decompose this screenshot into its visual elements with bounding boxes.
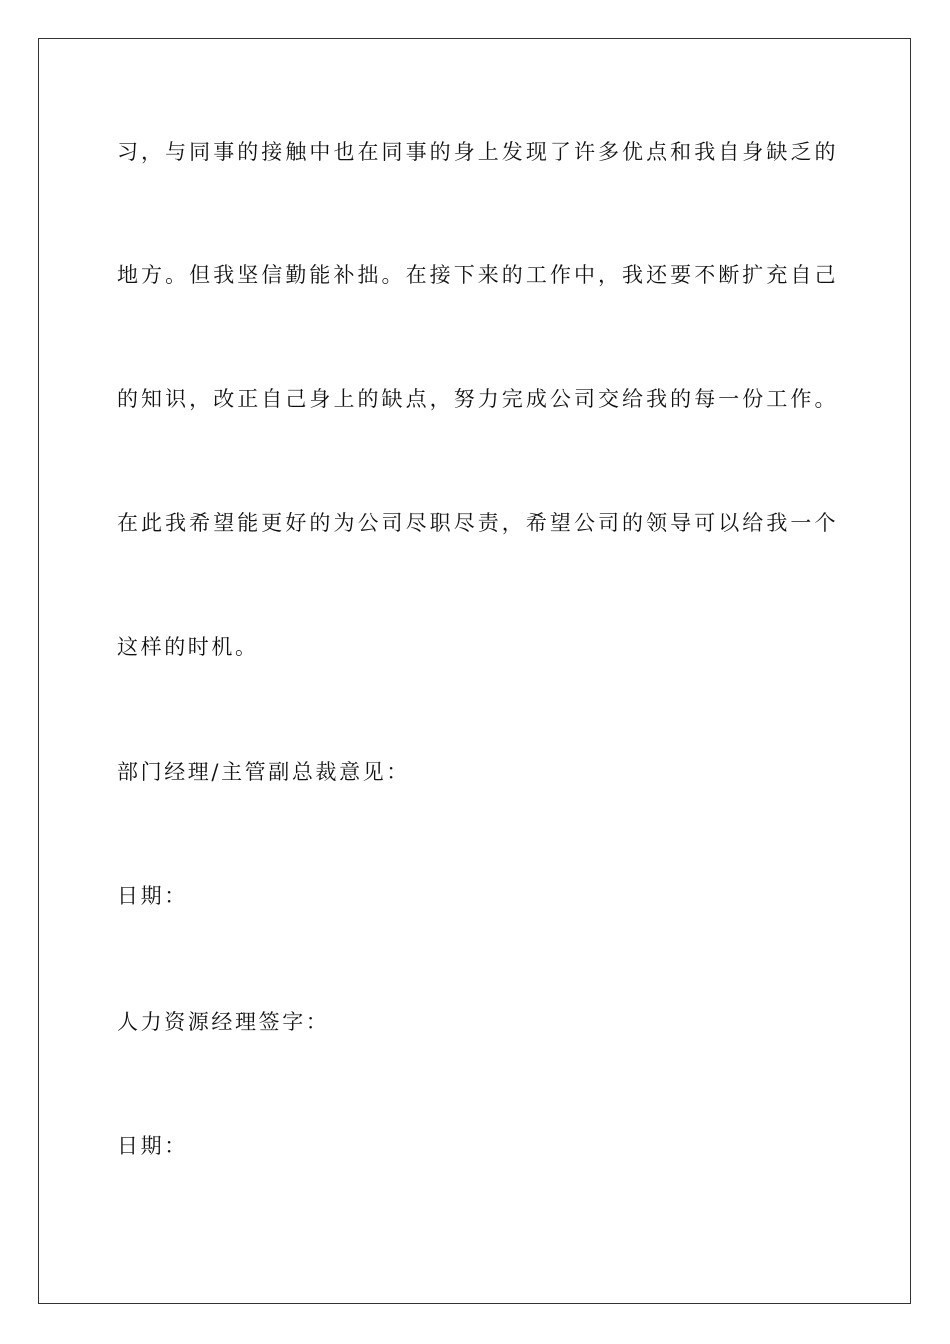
page-frame	[38, 38, 911, 1304]
body-line-5: 这样的时机。	[117, 635, 259, 659]
manager-opinion-label: 部门经理/主管副总裁意见：	[117, 760, 410, 784]
body-line-3: 的知识，改正自己身上的缺点，努力完成公司交给我的每一份工作。	[117, 387, 839, 411]
hr-signature-label: 人力资源经理签字：	[117, 1010, 330, 1034]
body-line-2: 地方。但我坚信勤能补拙。在接下来的工作中，我还要不断扩充自己	[117, 263, 839, 287]
body-line-1: 习，与同事的接触中也在同事的身上发现了许多优点和我自身缺乏的	[117, 140, 839, 164]
body-line-4: 在此我希望能更好的为公司尽职尽责，希望公司的领导可以给我一个	[117, 511, 839, 535]
date-label-2: 日期：	[117, 1134, 188, 1158]
date-label-1: 日期：	[117, 884, 188, 908]
